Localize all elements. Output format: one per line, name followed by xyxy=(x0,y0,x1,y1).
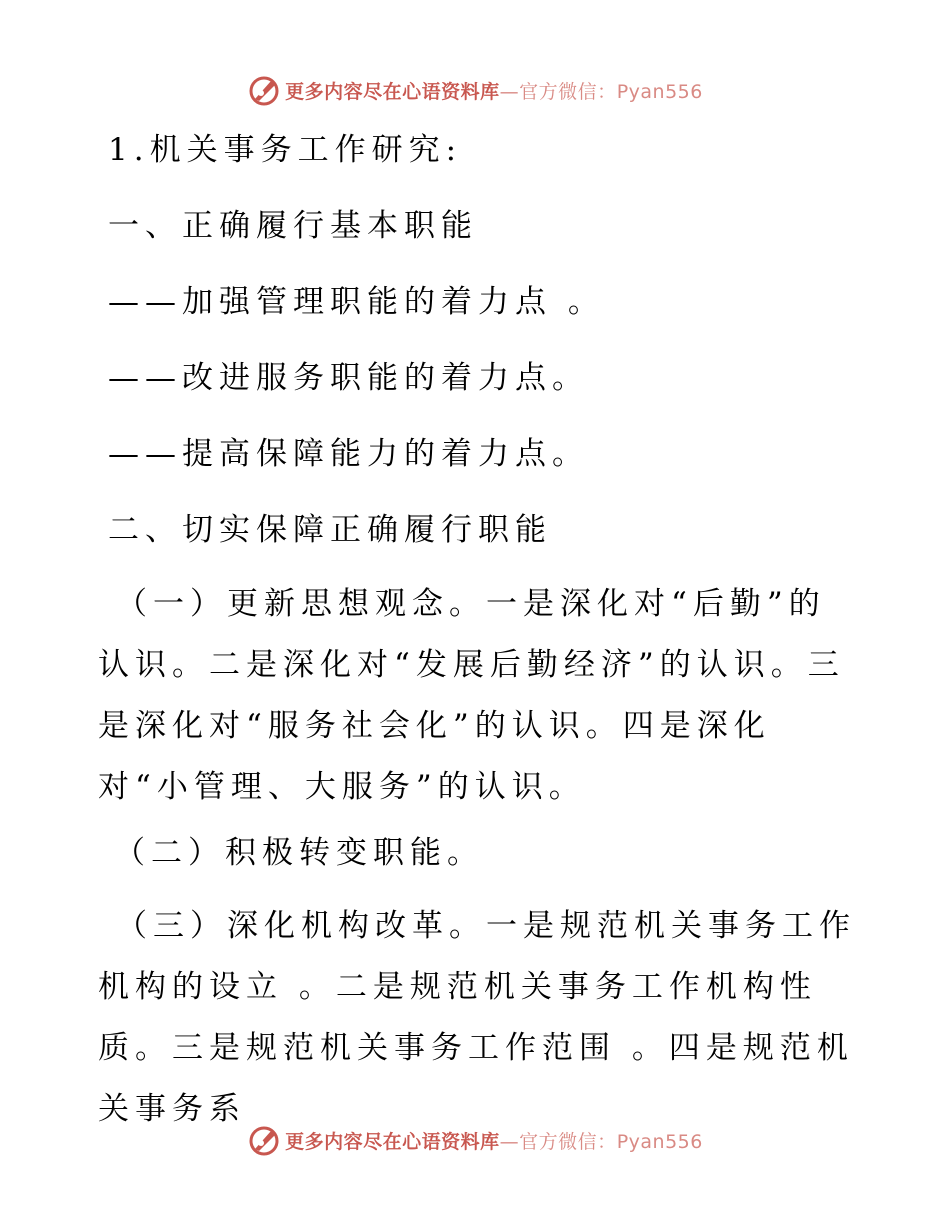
point-line-3: ——提高保障能力的着力点。 xyxy=(108,436,589,472)
paragraph-1: （一）更新思想观念。一是深化对“后勤”的认识。二是深化对“发展后勤经济”的认识。三是深化对“服务社会化”的认识。四是深化对“小管理、大服务”的认识。 xyxy=(98,586,845,805)
paragraph-2: （二）积极转变职能。 xyxy=(114,835,484,871)
document-body xyxy=(98,120,858,1140)
paragraph-3: （三）深化机构改革。一是规范机关事务工作机构的设立 。二是规范机关事务工作机构性质。三是规范机关事务工作范围 。四是规范机关事务系 xyxy=(98,908,856,1127)
pen-logo-icon xyxy=(247,1123,281,1157)
point-line-1: ——加强管理职能的着力点 。 xyxy=(108,284,605,320)
watermark-text: 更多内容尽在心语资料库—官方微信：Pyan556 xyxy=(285,80,703,103)
watermark-header xyxy=(0,70,950,110)
watermark-text: 更多内容尽在心语资料库—官方微信：Pyan556 xyxy=(285,1130,703,1153)
document-title: 1.机关事务工作研究: xyxy=(108,132,463,168)
point-line-2: ——改进服务职能的着力点。 xyxy=(108,360,589,396)
section-heading-2: 二、切实保障正确履行职能 xyxy=(108,512,552,548)
watermark-footer xyxy=(0,1120,950,1160)
section-heading-1: 一、正确履行基本职能 xyxy=(108,208,478,244)
pen-logo-icon xyxy=(247,73,281,107)
